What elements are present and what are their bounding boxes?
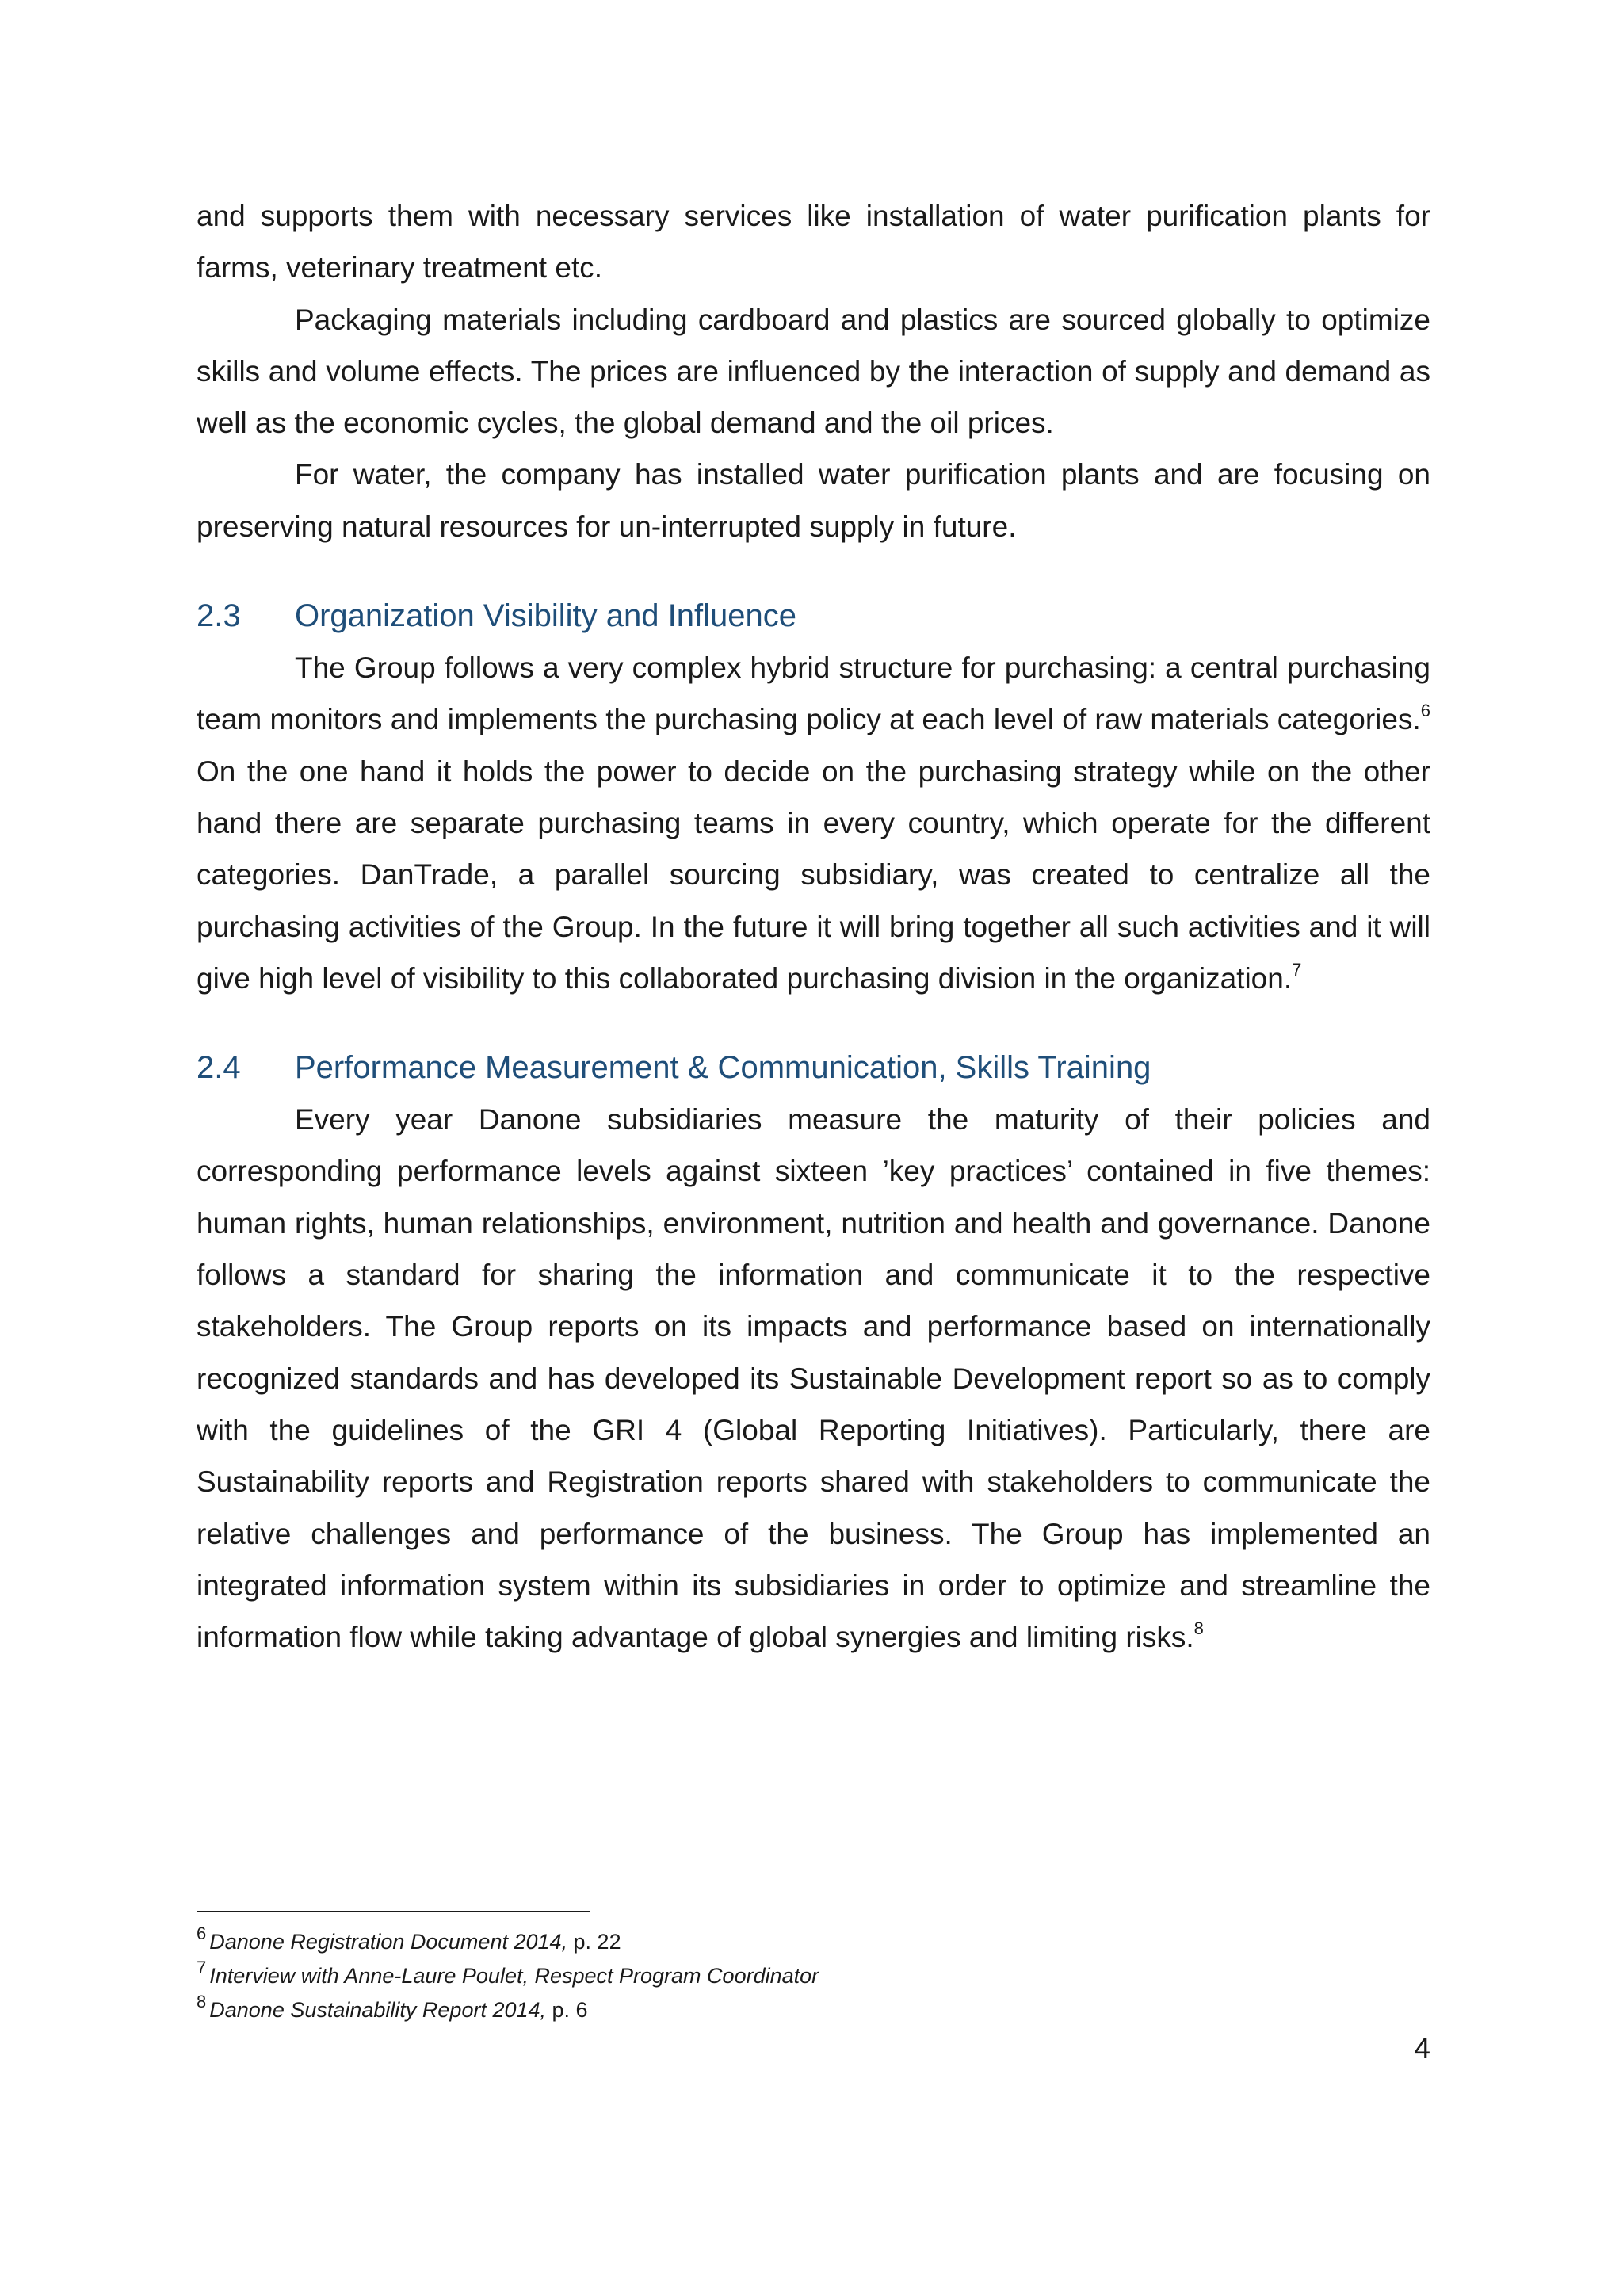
section-title: Organization Visibility and Influence: [295, 598, 796, 634]
paragraph-text: The Group follows a very complex hybrid structure for purchasing: a central purchasing team monitors and implements the purchasing policy at each level of raw materials categories.: [197, 651, 1430, 736]
paragraph-performance-measurement: [197, 1094, 1430, 1663]
section-heading-2-4: [197, 1042, 1430, 1094]
footnote-7: [197, 1959, 1430, 1993]
section-title: Performance Measurement & Communication, Skills Training: [295, 1050, 1151, 1086]
footnote-reference-7[interactable]: 7: [1292, 959, 1302, 980]
footnotes: [197, 1911, 1430, 2027]
paragraph-water: For water, the company has installed water purification plants and are focusing on preserving natural resources for un-interrupted supply in future.: [197, 458, 1430, 543]
footnote-6: [197, 1925, 1430, 1959]
paragraph-text: On the one hand it holds the power to decide on the purchasing strategy while on the other hand there are separate purchasing teams in every country, which operate for the different categories. DanTrade, a parallel sourcing subsidiary, was created to centralize all the purchasing activities of the Group. In the future it will bring together all such activities and it will give high level of visibility to this collaborated purchasing division in the organization.: [197, 755, 1430, 995]
footnote-page: p. 6: [546, 1998, 588, 2022]
footnote-page: p. 22: [567, 1930, 621, 1954]
section-number: 2.3: [197, 598, 241, 634]
footnote-number: 6: [197, 1924, 207, 1943]
section-heading-2-3: [197, 590, 1430, 642]
footnote-source: Danone Sustainability Report 2014,: [209, 1998, 547, 2022]
section-number: 2.4: [197, 1050, 241, 1086]
paragraph-text: Every year Danone subsidiaries measure the maturity of their policies and corresponding performance levels against sixteen ’key practices’ contained in five themes: human rights, human relationships, environment, nutrition and health and governance. Danone follows a standard for sharing the information and communicate it to the respective stakeholders. The Group reports on its impacts and performance based on internationally recognized standards and has developed its Sustainable Development report so as to comply with the guidelines of the GRI 4 (Global Reporting Initiatives). Particularly, there are Sustainability reports and Registration reports shared with stakeholders to communicate the relative challenges and performance of the business. The Group has implemented an integrated information system within its subsidiaries in order to optimize and streamline the information flow while taking advantage of global synergies and limiting risks.: [197, 1103, 1430, 1654]
paragraph-organization-visibility: [197, 642, 1430, 1004]
paragraph-packaging: Packaging materials including cardboard and plastics are sourced globally to optimize skills and volume effects. The prices are influenced by the interaction of supply and demand as well as the economic cycles, the global demand and the oil prices.: [197, 303, 1430, 440]
footnote-number: 8: [197, 1992, 207, 2011]
footnote-separator: [197, 1911, 590, 1912]
footnote-number: 7: [197, 1958, 207, 1977]
footnote-reference-6[interactable]: 6: [1420, 701, 1430, 721]
paragraph-supplier-services: and supports them with necessary services like installation of water purification plants for farms, veterinary treatment etc.: [197, 200, 1430, 285]
page-content: [197, 190, 1430, 1663]
footnote-source: Danone Registration Document 2014,: [209, 1930, 568, 1954]
footnote-source: Interview with Anne-Laure Poulet, Respect Program Coordinator: [209, 1964, 819, 1988]
footnote-8: [197, 1993, 1430, 2027]
footnote-reference-8[interactable]: 8: [1193, 1618, 1204, 1639]
page-number: 4: [1414, 2032, 1430, 2065]
